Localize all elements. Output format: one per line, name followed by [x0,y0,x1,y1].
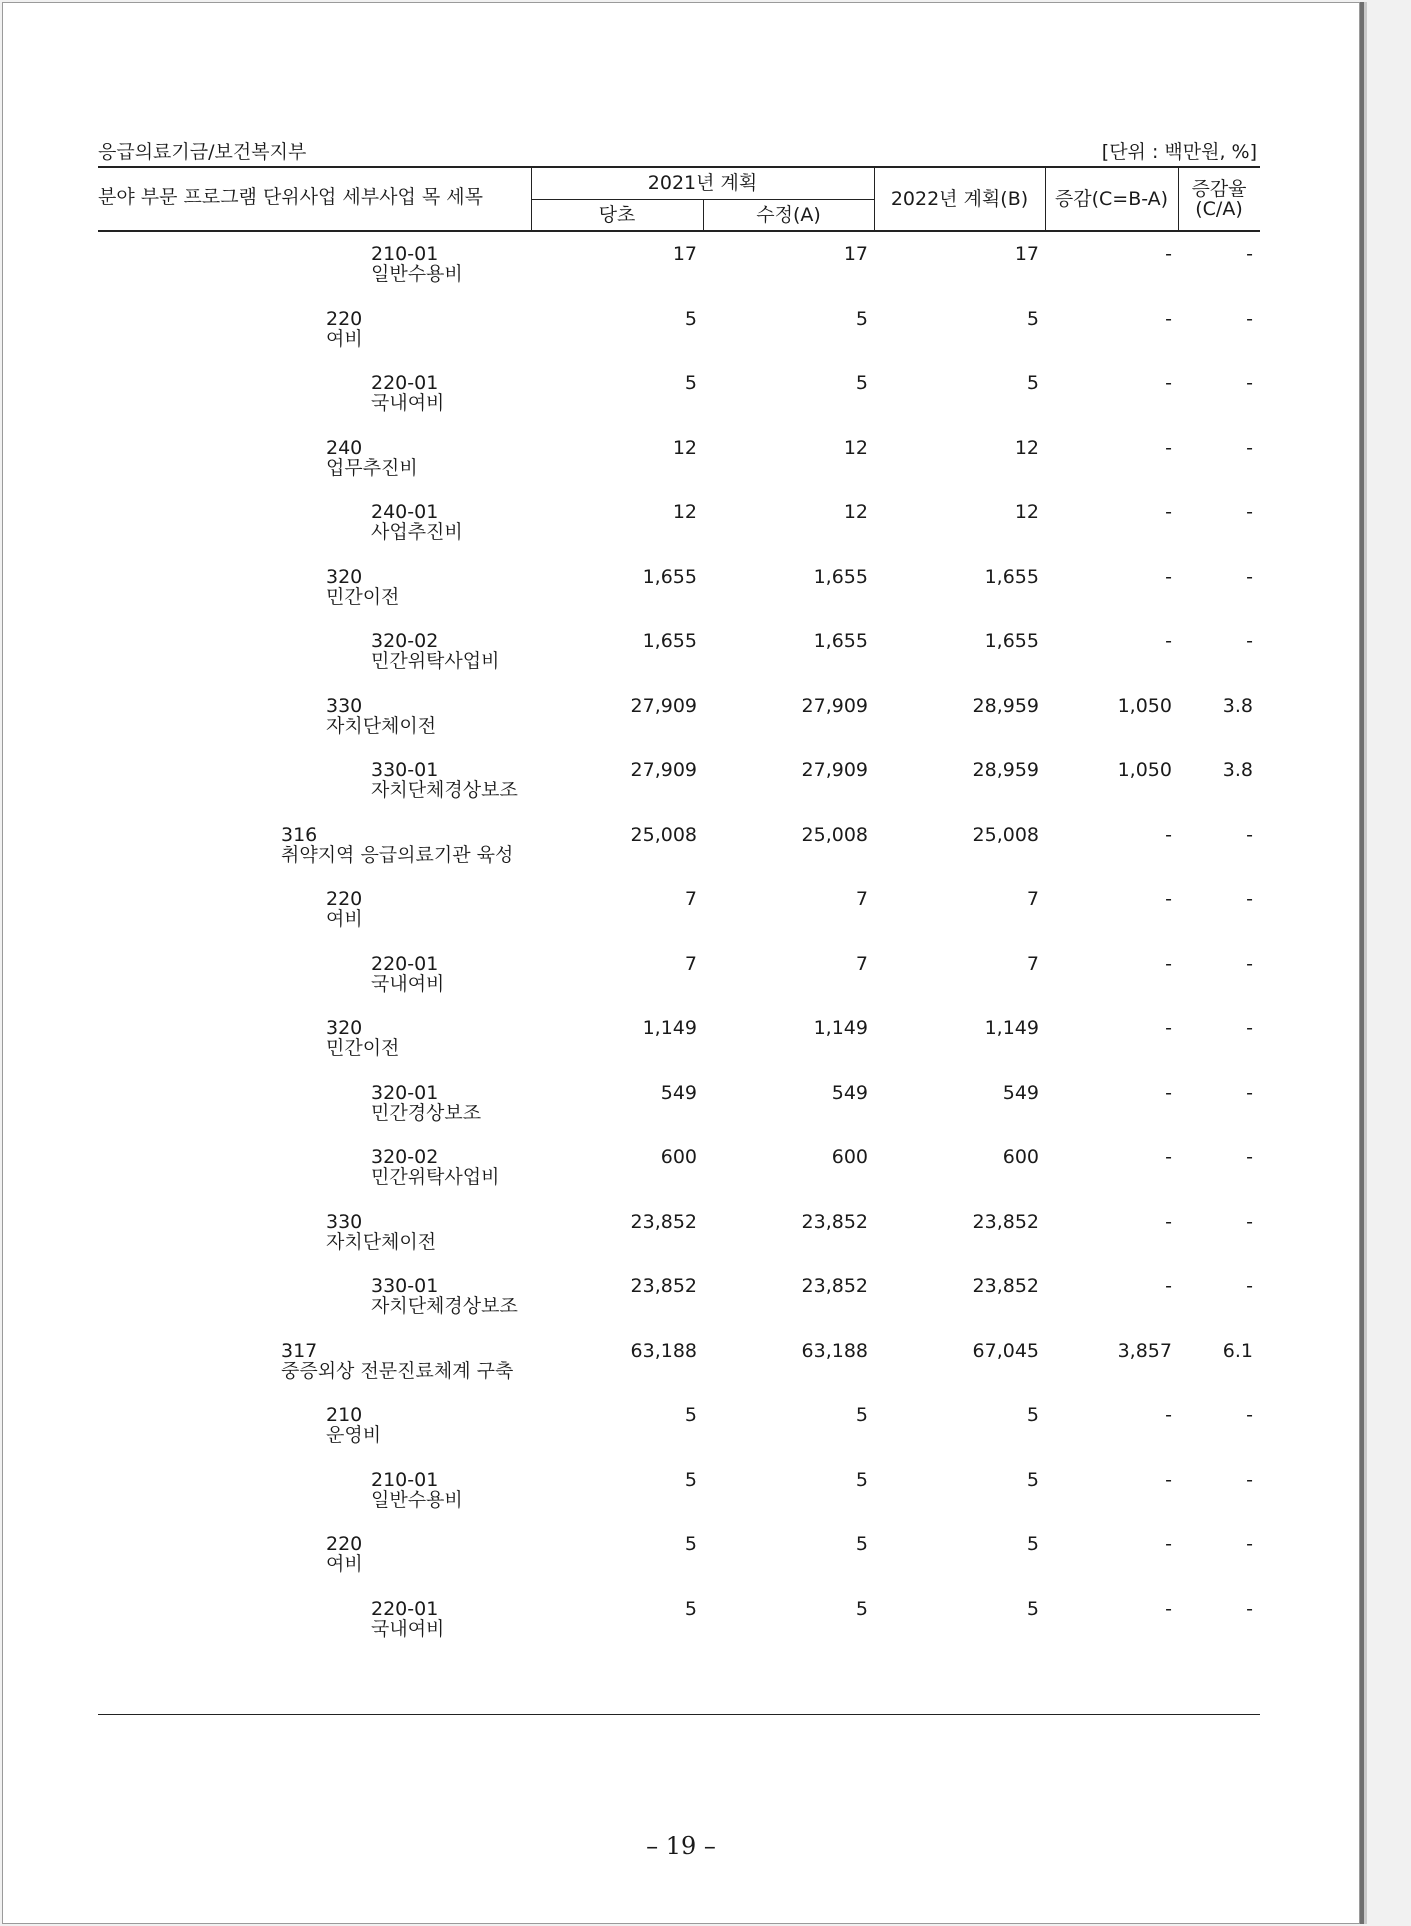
cell-rate: - [1246,1146,1253,1168]
cell-change: 1,050 [1117,759,1172,781]
row-code: 316 [281,824,318,846]
cell-original: 1,149 [642,1017,697,1039]
row-code: 210-01 [371,1469,439,1491]
cell-plan-2022: 7 [1026,953,1039,975]
table-row [3,1212,1359,1276]
table-row [3,825,1359,889]
row-code: 240 [326,437,363,459]
cell-plan-2022: 1,655 [984,630,1039,652]
cell-plan-2022: 23,852 [972,1275,1039,1297]
row-code: 320 [326,1017,363,1039]
cell-change: - [1165,1598,1172,1620]
cell-plan-2022: 7 [1026,888,1039,910]
cell-change: - [1165,953,1172,975]
table-row [3,696,1359,760]
document-title: 응급의료기금/보건복지부 [98,141,307,163]
cell-revised: 5 [855,1533,868,1555]
cell-original: 25,008 [630,824,697,846]
cell-original: 17 [672,243,697,265]
table-row [3,438,1359,502]
cell-original: 600 [660,1146,697,1168]
row-name: 여비 [326,908,363,930]
row-code: 320-02 [371,1146,439,1168]
row-name: 업무추진비 [326,457,418,479]
cell-revised: 5 [855,1469,868,1491]
cell-revised: 7 [855,888,868,910]
table-row [3,1534,1359,1598]
cell-revised: 1,149 [813,1017,868,1039]
cell-rate: - [1246,1275,1253,1297]
table-row [3,1276,1359,1340]
row-name: 민간이전 [326,1037,400,1059]
page-number: – 19 – [646,1832,716,1860]
cell-change: - [1165,501,1172,523]
cell-change: - [1165,1404,1172,1426]
row-name: 일반수용비 [371,263,463,285]
header-revised: 수정(A) [756,204,821,226]
unit-label: [단위 : 백만원, %] [1101,141,1257,163]
document-page [2,2,1360,1924]
cell-plan-2022: 5 [1026,1598,1039,1620]
cell-revised: 600 [831,1146,868,1168]
table-row [3,567,1359,631]
cell-plan-2022: 600 [1002,1146,1039,1168]
cell-change: - [1165,372,1172,394]
table-bottom-rule [98,1714,1260,1715]
cell-plan-2022: 5 [1026,1533,1039,1555]
table-row [3,760,1359,824]
table-row [3,373,1359,437]
cell-original: 5 [684,1598,697,1620]
cell-plan-2022: 23,852 [972,1211,1039,1233]
cell-revised: 549 [831,1082,868,1104]
table-row [3,1599,1359,1663]
table-top-rule [98,166,1260,168]
cell-revised: 12 [843,501,868,523]
cell-rate: - [1246,953,1253,975]
table-row [3,309,1359,373]
cell-plan-2022: 549 [1002,1082,1039,1104]
cell-plan-2022: 5 [1026,1404,1039,1426]
cell-revised: 25,008 [801,824,868,846]
cell-plan-2022: 5 [1026,372,1039,394]
cell-revised: 5 [855,1598,868,1620]
cell-revised: 5 [855,372,868,394]
row-code: 210 [326,1404,363,1426]
cell-change: - [1165,566,1172,588]
cell-original: 12 [672,501,697,523]
cell-original: 23,852 [630,1211,697,1233]
cell-revised: 1,655 [813,566,868,588]
cell-revised: 23,852 [801,1275,868,1297]
cell-change: - [1165,1146,1172,1168]
row-name: 여비 [326,328,363,350]
cell-plan-2022: 5 [1026,308,1039,330]
cell-change: - [1165,437,1172,459]
row-name: 중증외상 전문진료체계 구축 [281,1360,514,1382]
row-name: 자치단체경상보조 [371,1295,518,1317]
row-name: 민간이전 [326,586,400,608]
row-code: 330 [326,695,363,717]
row-code: 320-01 [371,1082,439,1104]
cell-change: - [1165,824,1172,846]
row-code: 220-01 [371,953,439,975]
cell-rate: - [1246,308,1253,330]
row-code: 220-01 [371,1598,439,1620]
cell-original: 27,909 [630,759,697,781]
cell-plan-2022: 67,045 [972,1340,1039,1362]
header-hierarchy: 분야 부문 프로그램 단위사업 세부사업 목 세목 [98,186,483,208]
table-row [3,889,1359,953]
header-plan-2021: 2021년 계획 [647,172,758,194]
row-name: 취약지역 응급의료기관 육성 [281,844,514,866]
row-code: 317 [281,1340,318,1362]
header-change: 증감(C=B-A) [1054,188,1169,210]
cell-original: 27,909 [630,695,697,717]
table-row [3,1405,1359,1469]
cell-original: 549 [660,1082,697,1104]
row-name: 운영비 [326,1424,382,1446]
row-name: 민간경상보조 [371,1102,482,1124]
table-row [3,244,1359,308]
header-bottom-rule [98,230,1260,232]
cell-original: 5 [684,1404,697,1426]
cell-change: 3,857 [1117,1340,1172,1362]
cell-plan-2022: 28,959 [972,695,1039,717]
cell-revised: 27,909 [801,695,868,717]
cell-rate: - [1246,630,1253,652]
cell-original: 5 [684,308,697,330]
row-code: 220 [326,1533,363,1555]
row-code: 220-01 [371,372,439,394]
table-row [3,631,1359,695]
cell-revised: 5 [855,1404,868,1426]
row-name: 국내여비 [371,392,445,414]
cell-change: - [1165,888,1172,910]
cell-revised: 17 [843,243,868,265]
cell-rate: - [1246,1598,1253,1620]
cell-change: - [1165,243,1172,265]
row-name: 국내여비 [371,1618,445,1640]
cell-original: 7 [684,888,697,910]
row-name: 자치단체이전 [326,715,437,737]
cell-change: - [1165,630,1172,652]
cell-plan-2022: 1,149 [984,1017,1039,1039]
cell-original: 7 [684,953,697,975]
cell-revised: 63,188 [801,1340,868,1362]
row-code: 220 [326,888,363,910]
cell-revised: 5 [855,308,868,330]
cell-change: - [1165,1082,1172,1104]
row-name: 민간위탁사업비 [371,650,500,672]
row-name: 민간위탁사업비 [371,1166,500,1188]
cell-rate: - [1246,501,1253,523]
cell-revised: 27,909 [801,759,868,781]
cell-plan-2022: 12 [1014,437,1039,459]
table-row [3,1470,1359,1534]
header-rate: 증감율 (C/A) [1191,178,1247,220]
cell-change: - [1165,1211,1172,1233]
cell-plan-2022: 1,655 [984,566,1039,588]
row-name: 국내여비 [371,973,445,995]
cell-revised: 12 [843,437,868,459]
cell-change: 1,050 [1117,695,1172,717]
cell-rate: - [1246,1404,1253,1426]
cell-rate: - [1246,1469,1253,1491]
row-code: 210-01 [371,243,439,265]
row-name: 자치단체이전 [326,1231,437,1253]
cell-change: - [1165,1017,1172,1039]
cell-change: - [1165,1275,1172,1297]
cell-rate: 6.1 [1222,1340,1253,1362]
cell-rate: - [1246,1082,1253,1104]
table-row [3,1018,1359,1082]
row-code: 320 [326,566,363,588]
cell-rate: - [1246,1533,1253,1555]
cell-revised: 7 [855,953,868,975]
row-name: 여비 [326,1553,363,1575]
table-row [3,1083,1359,1147]
cell-rate: - [1246,824,1253,846]
row-name: 사업추진비 [371,521,463,543]
table-row [3,502,1359,566]
row-code: 320-02 [371,630,439,652]
header-plan-2022: 2022년 계획(B) [890,188,1029,210]
row-code: 240-01 [371,501,439,523]
cell-original: 5 [684,372,697,394]
cell-original: 63,188 [630,1340,697,1362]
cell-plan-2022: 12 [1014,501,1039,523]
cell-original: 1,655 [642,566,697,588]
table-row [3,954,1359,1018]
cell-original: 5 [684,1533,697,1555]
row-code: 330-01 [371,759,439,781]
cell-rate: 3.8 [1222,759,1253,781]
row-name: 일반수용비 [371,1489,463,1511]
cell-change: - [1165,1469,1172,1491]
cell-rate: - [1246,437,1253,459]
cell-original: 5 [684,1469,697,1491]
cell-change: - [1165,308,1172,330]
row-code: 330 [326,1211,363,1233]
cell-original: 23,852 [630,1275,697,1297]
cell-rate: - [1246,566,1253,588]
cell-rate: - [1246,1017,1253,1039]
cell-revised: 1,655 [813,630,868,652]
cell-change: - [1165,1533,1172,1555]
row-name: 자치단체경상보조 [371,779,518,801]
cell-plan-2022: 25,008 [972,824,1039,846]
header-original: 당초 [598,204,636,226]
cell-rate: - [1246,243,1253,265]
cell-rate: - [1246,372,1253,394]
cell-original: 12 [672,437,697,459]
cell-plan-2022: 28,959 [972,759,1039,781]
cell-original: 1,655 [642,630,697,652]
cell-plan-2022: 5 [1026,1469,1039,1491]
cell-rate: - [1246,888,1253,910]
cell-rate: - [1246,1211,1253,1233]
table-row [3,1147,1359,1211]
cell-revised: 23,852 [801,1211,868,1233]
cell-plan-2022: 17 [1014,243,1039,265]
table-row [3,1341,1359,1405]
row-code: 220 [326,308,363,330]
cell-rate: 3.8 [1222,695,1253,717]
row-code: 330-01 [371,1275,439,1297]
